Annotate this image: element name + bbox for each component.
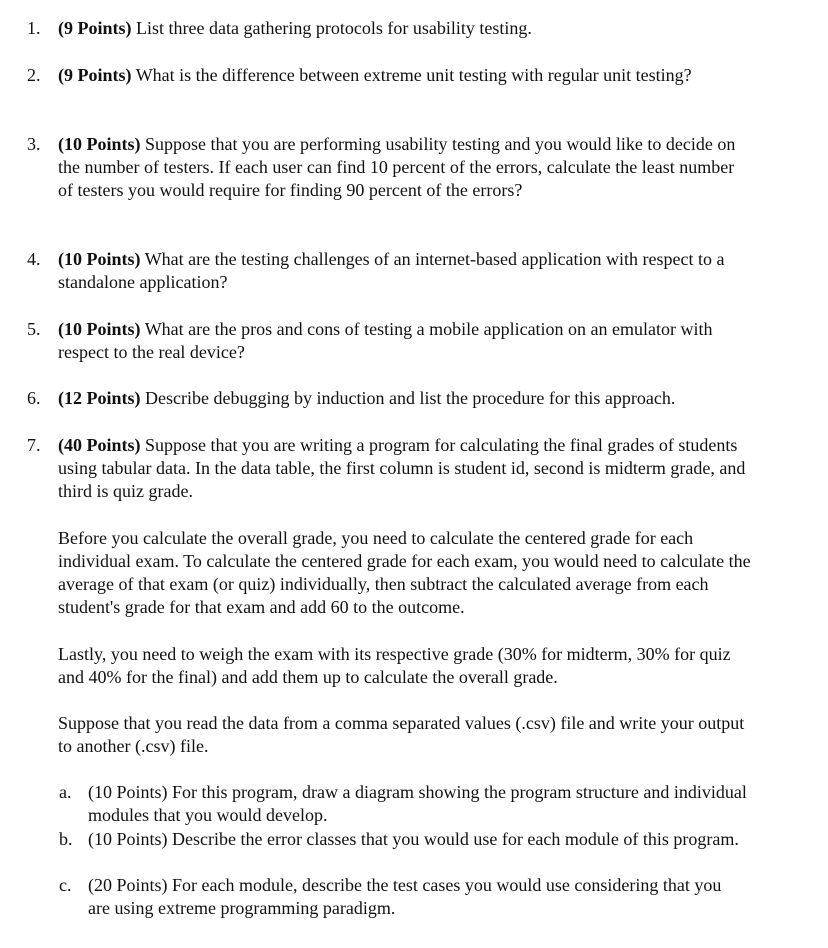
question-text: What is the difference between extreme unit testing with regular unit testing? (135, 65, 692, 85)
question-body (58, 248, 738, 294)
question-number: 6. (27, 388, 41, 408)
subquestion-text: (10 Points) For this program, draw a diagram showing the program structure and individual modules that you would develop. (88, 782, 747, 825)
q7-paragraph-weighting: Lastly, you need to weigh the exam with its respective grade (30% for midterm, 30% for quiz and 40% for the final) and add them up to calculate the overall grade. (58, 644, 731, 687)
question-text: What are the pros and cons of testing a mobile application on an emulator with respect to the real device? (58, 319, 713, 362)
question-number: 7. (27, 435, 41, 455)
q7-paragraph-csv: Suppose that you read the data from a comma separated values (.csv) file and write your output to another (.csv) file. (58, 713, 745, 756)
question-text: Suppose that you are writing a program for calculating the final grades of students using tabular data. In the data table, the first column is student id, second is midterm grade, and third is quiz grade. (58, 435, 746, 501)
question-number: 4. (27, 249, 41, 269)
subquestion-label: a. (59, 782, 72, 802)
question-number: 3. (27, 134, 41, 154)
question-points: (9 Points) (58, 18, 132, 38)
question-text: List three data gathering protocols for usability testing. (136, 18, 532, 38)
question-text: What are the testing challenges of an internet-based application with respect to a standalone application? (58, 249, 725, 292)
question-number: 5. (27, 319, 41, 339)
question-body (58, 64, 718, 87)
question-text: Suppose that you are performing usability testing and you would like to decide on the number of testers. If each user can find 10 percent of the errors, calculate the least number of testers you would require for finding 90 percent of the errors? (58, 134, 736, 200)
question-body (58, 17, 788, 40)
subquestion-label: b. (59, 829, 73, 849)
subquestion-text: (20 Points) For each module, describe the test cases you would use considering that you are using extreme programming paradigm. (88, 875, 722, 918)
question-points: (10 Points) (58, 134, 141, 154)
question-text: Describe debugging by induction and list the procedure for this approach. (145, 388, 676, 408)
question-points: (10 Points) (58, 319, 141, 339)
q7-paragraph-centered-grade: Before you calculate the overall grade, you need to calculate the centered grade for each individual exam. To calculate the centered grade for each exam, you would need to calculate the average of that exam (or quiz) individually, then subtract the calculated average from each student's grade for that exam and add 60 to the outcome. (58, 528, 751, 617)
question-body (58, 318, 758, 364)
question-points: (10 Points) (58, 249, 141, 269)
question-body (58, 434, 758, 503)
question-body (58, 387, 788, 410)
question-points: (40 Points) (58, 435, 141, 455)
subquestion-text: (10 Points) Describe the error classes that you would use for each module of this program. (88, 829, 739, 849)
question-number: 2. (27, 65, 41, 85)
question-points: (9 Points) (58, 65, 132, 85)
question-number: 1. (27, 18, 41, 38)
subquestion-label: c. (59, 875, 72, 895)
question-points: (12 Points) (58, 388, 141, 408)
question-body (58, 133, 748, 202)
